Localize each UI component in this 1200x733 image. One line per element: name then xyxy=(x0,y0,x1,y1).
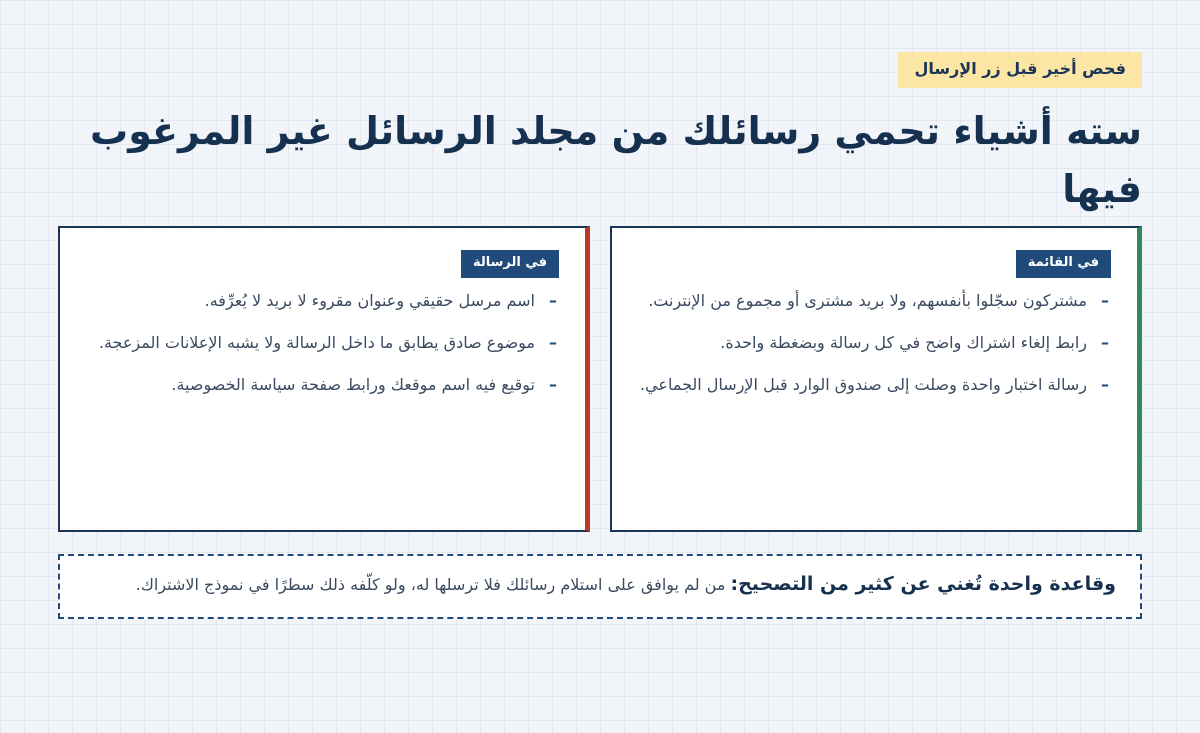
card-list xyxy=(610,226,1142,532)
rule-text: من لم يوافق على استلام رسائلك فلا ترسلها له، ولو كلّفه ذلك سطرًا في نموذج الاشتراك. xyxy=(135,575,731,594)
list-item xyxy=(86,370,559,400)
dash-bullet-icon: – xyxy=(1101,291,1109,310)
list-item-text: رسالة اختبار واحدة وصلت إلى صندوق الوارد قبل الإرسال الجماعي. xyxy=(639,375,1087,394)
eyebrow-badge: فحص أخير قبل زر الإرسال xyxy=(898,52,1142,88)
list-item-text: اسم مرسل حقيقي وعنوان مقروء لا بريد لا يُعرِّفه. xyxy=(204,291,535,310)
dash-bullet-icon: – xyxy=(549,291,557,310)
list-item-text: رابط إلغاء اشتراك واضح في كل رسالة وبضغطة واحدة. xyxy=(720,333,1087,352)
rule-callout xyxy=(58,554,1142,619)
card-message-label: في الرسالة xyxy=(461,250,559,278)
dash-bullet-icon: – xyxy=(1101,375,1109,394)
card-message-label-row xyxy=(86,250,559,278)
card-list-items xyxy=(638,286,1111,400)
list-item xyxy=(638,370,1111,400)
checklist-page xyxy=(58,52,1142,619)
checklist-cards xyxy=(58,226,1142,532)
card-message xyxy=(58,226,590,532)
list-item xyxy=(86,328,559,358)
dash-bullet-icon: – xyxy=(549,375,557,394)
list-item xyxy=(86,286,559,316)
dash-bullet-icon: – xyxy=(549,333,557,352)
list-item xyxy=(638,328,1111,358)
dash-bullet-icon: – xyxy=(1101,333,1109,352)
card-list-label: في القائمة xyxy=(1016,250,1111,278)
list-item-text: توقيع فيه اسم موقعك ورابط صفحة سياسة الخصوصية. xyxy=(171,375,535,394)
list-item xyxy=(638,286,1111,316)
rule-heading: وقاعدة واحدة تُغني عن كثير من التصحيح: xyxy=(730,573,1116,595)
card-message-items xyxy=(86,286,559,400)
list-item-text: مشتركون سجّلوا بأنفسهم، ولا بريد مشترى أو مجموع من الإنترنت. xyxy=(648,291,1087,310)
eyebrow-row xyxy=(58,52,1142,88)
card-list-label-row xyxy=(638,250,1111,278)
list-item-text: موضوع صادق يطابق ما داخل الرسالة ولا يشبه الإعلانات المزعجة. xyxy=(98,333,535,352)
page-title: سته أشياء تحمي رسائلك من مجلد الرسائل غير المرغوب فيها xyxy=(90,109,1142,211)
